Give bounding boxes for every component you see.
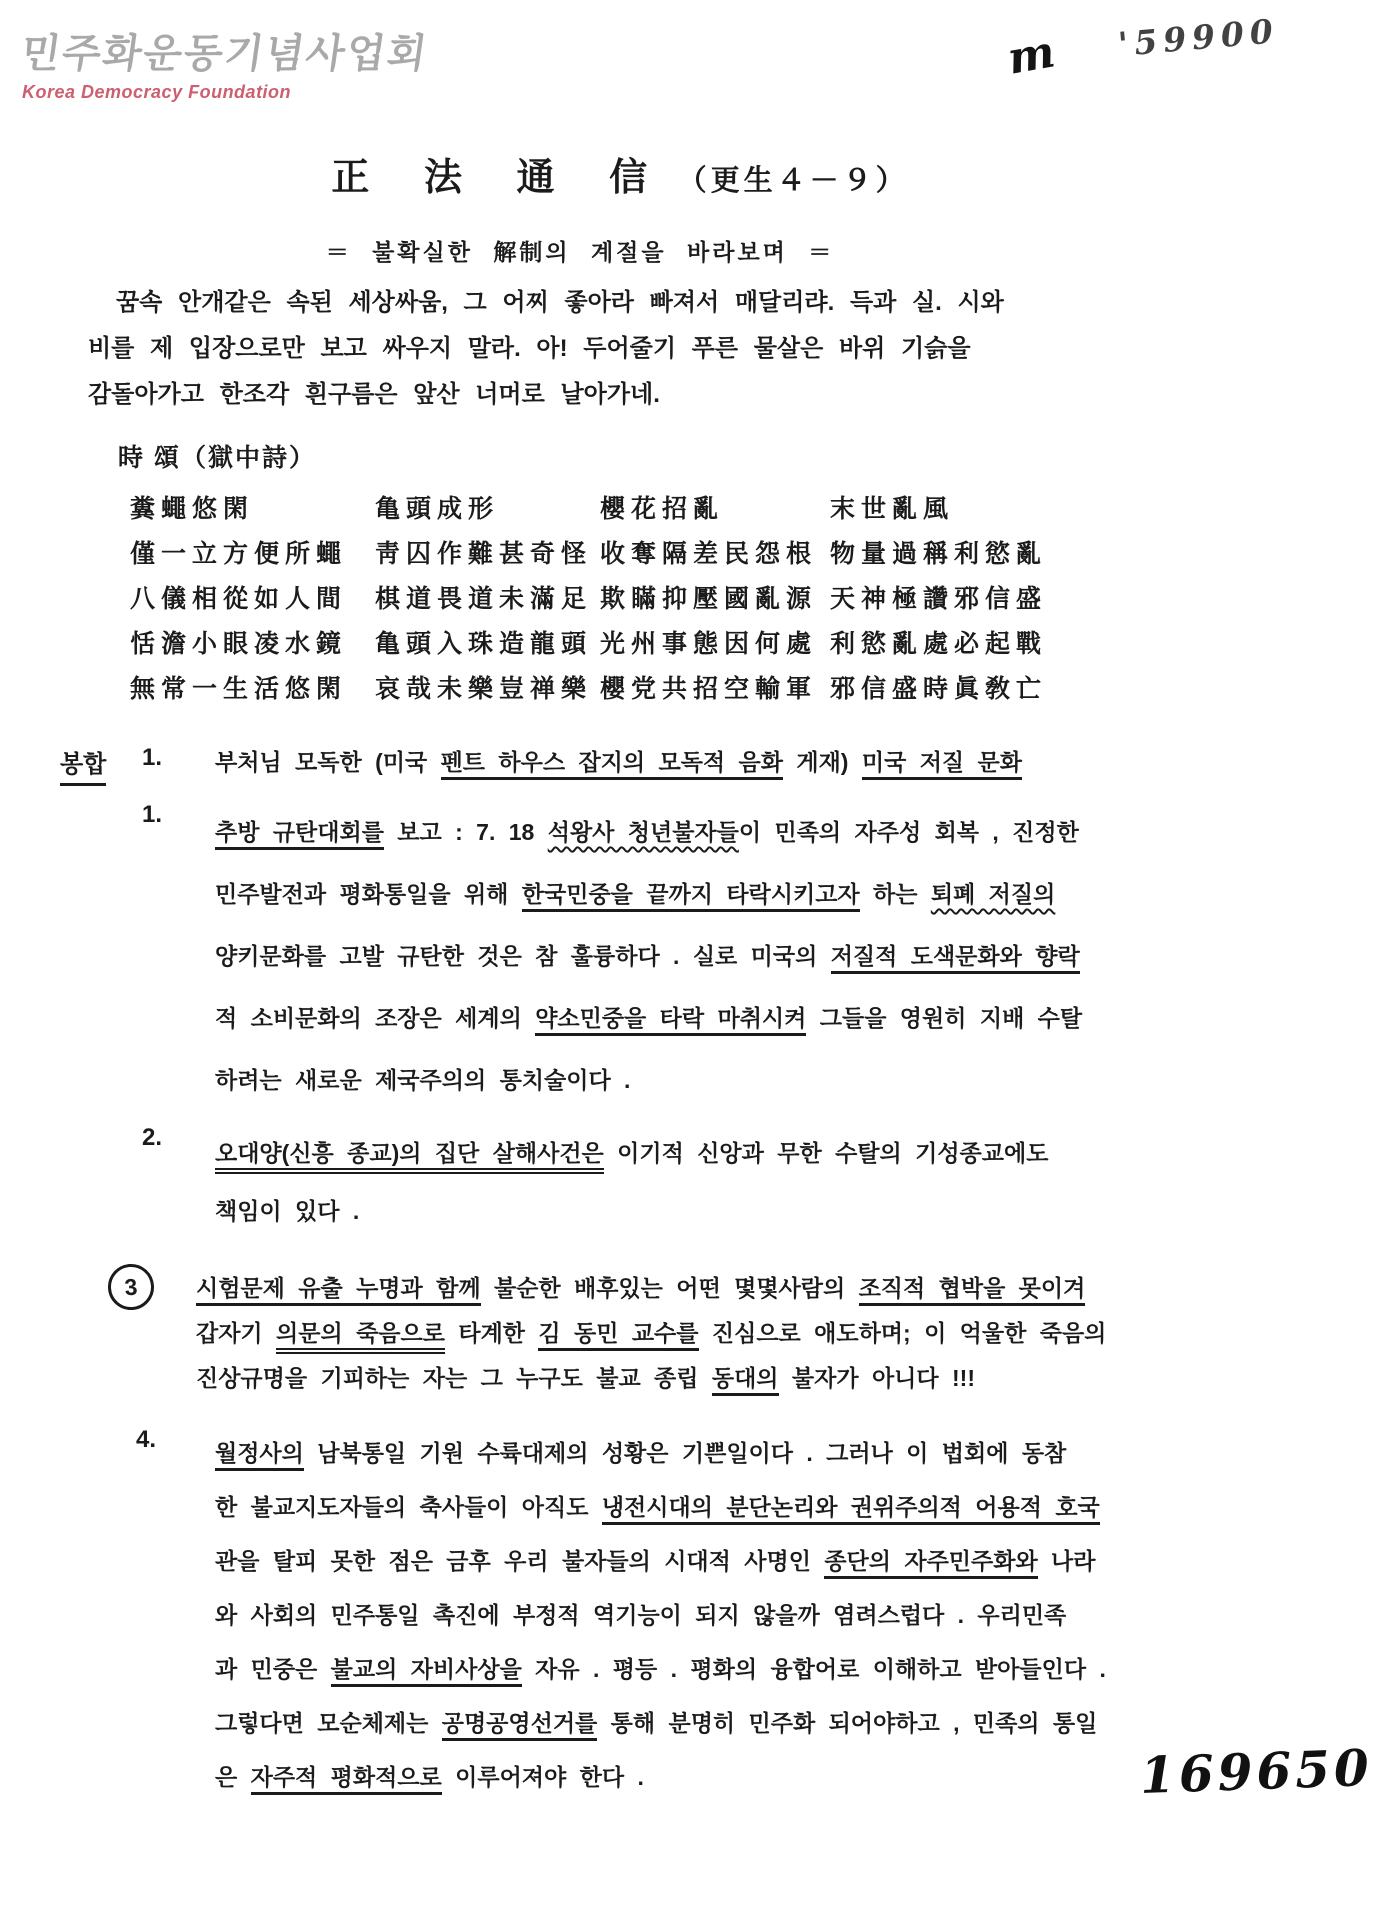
text-line: 시험문제 유출 누명과 함께 불순한 배후있는 어떤 몇몇사람의 조직적 협박을 못이겨 (196, 1266, 1348, 1311)
text-line: 꿈속 안개같은 속된 세상싸움, 그 어찌 좋아라 빠져서 매달리랴. 득과 실. 시와 (116, 289, 1004, 316)
text-line: 天神極讚邪信盛 (830, 585, 1048, 613)
poem-column-1 (130, 487, 375, 712)
text-line: 월정사의 남북통일 기원 수륙대제의 성황은 기쁜일이다 . 그러나 이 법회에 동참 (215, 1426, 1348, 1480)
text-line: 欺瞞抑壓國亂源 (600, 585, 818, 613)
item-text (215, 744, 1348, 777)
text-line: 僅一立方便所蠅 (130, 540, 348, 568)
item-3 (0, 1266, 1348, 1401)
item-2 (0, 1124, 1348, 1240)
document-title-issue: （更生４－９） (677, 165, 909, 197)
text-line: 부처님 모독한 (미국 펜트 하우스 잡지의 모독적 음화 게재) 미국 저질 문화 (215, 744, 1348, 777)
text-line: 靑囚作難甚奇怪 (375, 540, 593, 568)
item-text (215, 801, 1348, 1111)
text-line: 亀頭入珠造龍頭 (375, 630, 593, 658)
item-number: 4. (136, 1426, 157, 1453)
text-line: 양키문화를 고발 규탄한 것은 참 훌륭하다 . 실로 미국의 저질적 도색문화와 향락 (215, 925, 1348, 987)
text-line: 진상규명을 기피하는 자는 그 누구도 불교 종립 동대의 불자가 아니다 !!! (196, 1356, 1348, 1401)
text-line: 八儀相從如人間 (130, 585, 348, 613)
intro-verse-paragraph (88, 280, 1328, 418)
item-number: 1. (142, 801, 163, 828)
text-line: 哀哉未樂豈禅樂 (375, 675, 593, 703)
text-line: 櫻党共招空輸軍 (600, 675, 818, 703)
item-text (215, 1124, 1348, 1240)
text-line: 그렇다면 모순체제는 공명공영선거를 통해 분명히 민주화 되어야하고 , 민족의 통일 (215, 1696, 1348, 1750)
text-line: 한 불교지도자들의 축사들이 아직도 냉전시대의 분단논리와 권위주의적 어용적 호국 (215, 1480, 1348, 1534)
text-line: 민주발전과 평화통일을 위해 한국민중을 끝까지 타락시키고자 하는 퇴폐 저질의 (215, 863, 1348, 925)
text-line: 亀頭成形 (375, 495, 500, 523)
document-subtitle: ＝ 불확실한 解制의 계절을 바라보며 ＝ (325, 239, 835, 265)
text-line: 光州事態因何處 (600, 630, 818, 658)
text-line: 利慾亂處必起戰 (830, 630, 1048, 658)
text-line: 갑자기 의문의 죽음으로 타계한 김 동민 교수를 진심으로 애도하며; 이 억울한 죽음의 (196, 1311, 1348, 1356)
text-line: 無常一生活悠閑 (130, 675, 348, 703)
text-line: 棋道畏道未滿足 (375, 585, 593, 613)
text-line: 糞蠅悠閑 (130, 495, 255, 523)
poem-column-3 (600, 487, 830, 712)
text-line: 책임이 있다 . (215, 1198, 360, 1224)
text-line: 하려는 새로운 제국주의의 통치술이다 . (215, 1067, 631, 1093)
handwritten-check-mark: m (1003, 26, 1059, 85)
text-line: 과 민중은 불교의 자비사상을 자유 . 평등 . 평화의 융합어로 이해하고 받아들인다 . (215, 1642, 1348, 1696)
item-1 (0, 801, 1348, 1111)
poem-section-label: 時 頌（獄中詩） (118, 444, 316, 472)
text-line: 櫻花招亂 (600, 495, 725, 523)
logo-korean-calligraphy: 민주화운동기념사업회 (18, 32, 432, 76)
handwritten-archive-number: 169650 (1139, 1737, 1374, 1806)
item-bonghap-heading (0, 744, 1348, 777)
text-line: 비를 제 입장으로만 보고 싸우지 말라. 아! 두어줄기 푸른 물살은 바위 기슭을 (88, 335, 971, 362)
text-line: 收奪隔差民怨根 (600, 540, 818, 568)
item-number: 1. (142, 744, 163, 771)
handwritten-top-number: '59900 (1116, 11, 1281, 64)
text-line: 추방 규탄대회를 보고 : 7. 18 석왕사 청년불자들이 민족의 자주성 회복 , 진정한 (215, 801, 1348, 863)
text-line: 관을 탈피 못한 점은 금후 우리 불자들의 시대적 사명인 종단의 자주민주화와 나라 (215, 1534, 1348, 1588)
text-line: 와 사회의 민주통일 촉진에 부정적 역기능이 되지 않을까 염려스럽다 . 우리민족 (215, 1602, 1067, 1628)
item-text (196, 1266, 1348, 1401)
document-title: 正 法 通 信 (331, 157, 670, 199)
text-line: 감돌아가고 한조각 흰구름은 앞산 너머로 날아가네. (88, 381, 660, 408)
document-title-row (0, 146, 1240, 201)
poem-column-2 (375, 487, 600, 712)
circled-number-3: 3 (106, 1262, 155, 1311)
poem-column-4 (830, 487, 1060, 712)
item-number-circled (108, 1264, 154, 1310)
text-line: 오대양(신흥 종교)의 집단 살해사건은 이기적 신앙과 무한 수탈의 기성종교에도 (215, 1124, 1348, 1182)
text-line: 邪信盛時眞敎亡 (830, 675, 1048, 703)
header-logo (18, 22, 432, 103)
logo-english-text: Korea Democracy Foundation (22, 82, 292, 102)
text-line: 末世亂風 (830, 495, 955, 523)
text-line: 物量過稱利慾亂 (830, 540, 1048, 568)
text-line: 적 소비문화의 조장은 세계의 약소민중을 타락 마취시켜 그들을 영원히 지배 수탈 (215, 987, 1348, 1049)
prison-poem-grid (130, 487, 1060, 712)
bonghap-marker: 봉합 (60, 744, 106, 786)
item-number: 2. (142, 1124, 163, 1151)
text-line: 恬澹小眼凌水鏡 (130, 630, 348, 658)
text-line: 은 자주적 평화적으로 이루어져야 한다 . (215, 1750, 1348, 1804)
